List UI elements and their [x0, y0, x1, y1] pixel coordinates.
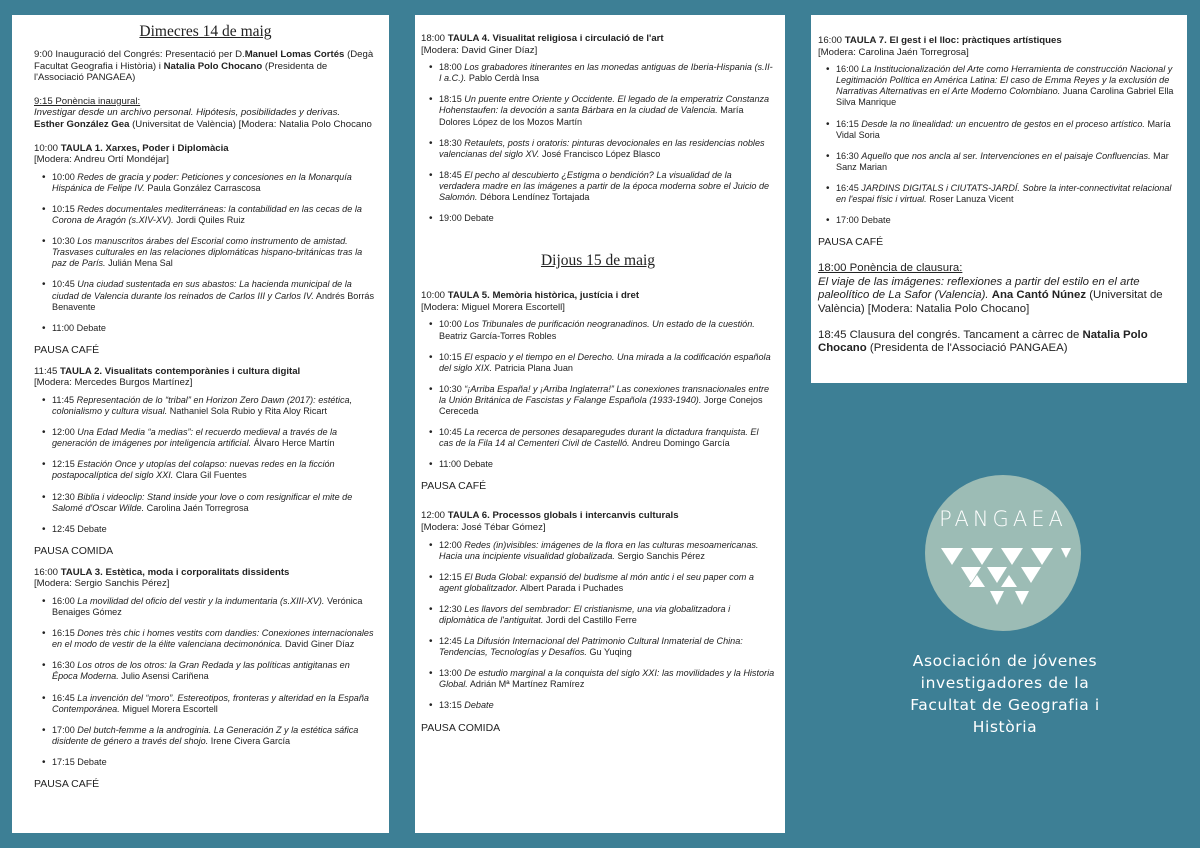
session-title — [421, 33, 775, 45]
talk-item — [836, 119, 1181, 141]
session-title — [421, 510, 775, 522]
session — [34, 567, 377, 790]
opening — [34, 49, 377, 84]
session-title — [421, 290, 775, 302]
talk-item — [439, 427, 775, 449]
logo-triangles-icon — [925, 475, 1081, 631]
keynote-rest: (Universitat de València) [Modera: Natalia Polo Chocano — [132, 118, 372, 130]
talk-item — [439, 319, 775, 341]
talk-author: Débora Lendínez Tortajada — [479, 192, 590, 203]
talk-time: 16:45 — [52, 692, 75, 703]
talk-time: 11:00 — [439, 459, 462, 470]
talk-item — [836, 183, 1181, 205]
talk-title: La recerca de persones desaparegudes durant la dictadura franquista. El cas de la Fila 14 al Cementeri Civil de Castelló. — [439, 427, 759, 449]
talk-title: Biblia i videoclip: Stand inside your love o com resignificar el mite de Salomé d'Oscar Wilde. — [52, 491, 353, 513]
talk-item — [52, 395, 377, 417]
session-time: 10:00 — [421, 290, 446, 302]
talk-item — [52, 628, 377, 650]
closing-rest: (Presidenta de l'Associació PANGAEA) — [869, 342, 1068, 355]
talk-time: 12:15 — [52, 459, 75, 470]
talk-list — [818, 64, 1181, 226]
talk-title: Representación de lo “tribal” en Horizon Zero Dawn (2017): estética, colonialismo y cultura visual. — [52, 394, 353, 417]
talk-author: Albert Parada i Puchades — [520, 582, 624, 593]
talk-title: El pecho al descubierto ¿Estigma o bendición? La visualidad de la verdadera madre en las imágenes a partir de la época moderna sobre el Juicio de Salomón. — [439, 169, 770, 203]
talk-title: Dones très chic i homes vestits com dandies: Conexiones internacionales en el modo de vestir de la élite valenciana decimonónica. — [52, 628, 374, 650]
talk-item — [52, 172, 377, 194]
talk-author: Miguel Morera Escortell — [122, 703, 218, 714]
session-time: 18:00 — [421, 33, 446, 44]
talk-time: 12:00 — [52, 427, 75, 438]
talk-item — [52, 596, 377, 618]
opening-time: 9:00 — [34, 49, 53, 60]
talk-item — [439, 62, 775, 84]
session-time: 12:00 — [421, 510, 446, 522]
talk-title: Estación Once y utopías del colapso: nuevas redes en la ficción postapocalíptica del siglo XXI. — [52, 459, 335, 481]
talk-time: 18:15 — [439, 94, 462, 105]
opening-role1: (Degà Facultat Geografia i Història) i — [34, 49, 374, 72]
association-line4: Història — [972, 718, 1038, 736]
talk-list — [34, 596, 377, 768]
talk-title: Redes (in)visibles: imágenes de la flora en las culturas mesoamericanas. Hacia una incipiente visualidad globalizada. — [439, 539, 759, 561]
talk-title: El espacio y el tiempo en el Derecho. Una mirada a la codificación española del siglo XIX. — [439, 351, 771, 373]
closing-text: 18:45 Clausura del congrés. Tancament a càrrec de — [818, 328, 1080, 341]
talk-author: Debate — [76, 322, 106, 333]
talk-title: La Difusión Internacional del Patrimonio Cultural Inmaterial de China: Tendencias, Tecnologías y Desafíos. — [439, 636, 743, 658]
closing-talk — [818, 262, 1181, 316]
talk-item — [836, 151, 1181, 173]
talk-item — [52, 204, 377, 226]
day-heading: Dimecres 14 de maig — [139, 23, 272, 40]
talk-author: Verónica Benaiges Gómez — [52, 596, 363, 618]
session-taula4 — [421, 33, 775, 224]
talk-author: Pablo Cerdà Insa — [468, 73, 540, 84]
talk-title: El Buda Global: expansió del budisme al món antic i el seu paper com a agent globalitzador. — [439, 571, 754, 593]
session-name: TAULA 6. Processos globals i intercanvis culturals — [447, 510, 679, 522]
talk-item — [439, 668, 775, 690]
talk-item — [439, 213, 775, 224]
talk-time: 11:00 — [52, 322, 75, 333]
session — [421, 33, 775, 224]
talk-author: Patricia Plana Juan — [494, 362, 573, 373]
talk-time: 19:00 — [439, 213, 462, 224]
talk-list — [34, 395, 377, 535]
talk-time: 16:00 — [836, 64, 859, 75]
break-label: PAUSA CAFÉ — [34, 778, 100, 791]
talk-title: La invención del “moro”. Estereotipos, fronteras y alteridad en la España Contemporánea. — [52, 692, 369, 714]
talk-item — [439, 459, 775, 470]
talk-item — [52, 279, 377, 312]
talk-title: JARDINS DIGITALS i CIUTATS-JARDÍ. Sobre la inter-connectivitat relacional en l'espai físic i virtual. — [836, 182, 1172, 205]
talk-author: Juana Carolina Gabriel Ella Silva Manrique — [836, 86, 1174, 108]
talk-title: De estudio marginal a la conquista del siglo XXI: las movilidades y la Historia Global. — [439, 668, 775, 690]
closing-talk-title: El viaje de las imágenes: reflexiones a partir del estilo en el arte paleolítico de La Safor (Valencia). — [818, 275, 1140, 302]
talk-title: Una Edad Media “a medias”: el recuerdo medieval a través de la generación de imágenes por inteligencia artificial. — [52, 427, 338, 449]
panel-day1 — [12, 15, 389, 833]
talk-author: Jordi del Castillo Ferre — [545, 615, 637, 625]
session-taula6 — [421, 510, 775, 733]
talk-item — [439, 352, 775, 374]
talk-item — [52, 459, 377, 481]
session — [421, 290, 775, 492]
closing-name: Natalia Polo Chocano — [818, 328, 1148, 355]
talk-title: Aquello que nos ancla al ser. Intervenciones en el paisaje Confluencias. — [861, 150, 1151, 161]
talk-item — [52, 757, 377, 768]
talk-author: Roser Lanuza Vicent — [929, 194, 1014, 205]
talk-title: Los otros de los otros: la Gran Redada y las políticas antigitanas en Época Moderna. — [52, 660, 350, 682]
talk-item — [52, 660, 377, 682]
session-title — [34, 143, 377, 155]
session-taula5 — [421, 290, 775, 492]
talk-author: María Dolores López de los Mozos Martín — [439, 105, 744, 127]
talk-item — [439, 700, 775, 711]
talk-item — [439, 384, 775, 417]
talk-author: Adrián Mª Martínez Ramírez — [469, 679, 585, 690]
closing — [818, 329, 1181, 356]
pangaea-logo — [925, 475, 1081, 631]
talk-item — [52, 492, 377, 514]
talk-list — [421, 319, 775, 470]
talk-item — [439, 636, 775, 658]
talk-author: Mar Sanz Marian — [836, 150, 1169, 172]
talk-item — [439, 94, 775, 127]
closing-talk-label: 18:00 Ponència de clausura: — [818, 262, 963, 275]
keynote-label: 9:15 Ponència inaugural: — [34, 95, 141, 107]
session-moderator: [Modera: José Tébar Gómez] — [421, 521, 546, 533]
talk-time: 12:45 — [439, 636, 462, 647]
talk-title: Retaulets, posts i oratoris: pinturas devocionales en las residencias nobles valencianas del siglo XV. — [439, 137, 765, 159]
talk-item — [439, 604, 775, 626]
panel-day2-afternoon — [811, 15, 1187, 383]
talk-item — [52, 323, 377, 334]
association-line2: investigadores de la — [920, 674, 1090, 692]
talk-item — [439, 170, 775, 203]
talk-item — [52, 725, 377, 747]
session-time: 10:00 — [34, 142, 59, 154]
break-label: PAUSA CAFÉ — [818, 236, 884, 249]
talk-time: 16:45 — [836, 182, 859, 193]
talk-author: Debate — [463, 459, 493, 470]
talk-title: Debate — [464, 700, 494, 711]
talk-list — [421, 540, 775, 712]
talk-item — [52, 693, 377, 715]
talk-author: Debate — [77, 523, 107, 534]
talk-author: Sergio Sanchis Pérez — [617, 550, 705, 561]
talk-title: Redes documentales mediterráneas: la contabilidad en las cecas de la Corona de Aragón (s.XIV-XV). — [52, 203, 362, 226]
session-time: 16:00 — [818, 35, 843, 46]
talk-author: Beatriz García-Torres Robles — [439, 330, 557, 341]
session-time: 16:00 — [34, 566, 59, 578]
talk-author: José Francisco López Blasco — [541, 148, 661, 159]
talk-title: Del butch-femme a la androginia. La Generación Z y la estética sáfica disidente de género a través del shojo. — [52, 724, 359, 746]
session-title — [34, 366, 377, 378]
session-moderator: [Modera: Sergio Sanchis Pérez] — [34, 578, 170, 590]
talk-author: Debate — [77, 756, 107, 767]
talk-time: 16:30 — [836, 150, 859, 161]
keynote — [34, 96, 377, 131]
talk-item — [52, 236, 377, 269]
talk-title: La Institucionalización del Arte como Herramienta de construcción Nacional y Legitimación Política en América Latina: El caso de Emma Reyes y la exclusión de Narrativas Alternativas en el Arte Moderno Colombiano. — [836, 64, 1173, 97]
talk-author: María Vidal Soria — [836, 118, 1171, 140]
talk-title: Redes de gracia y poder: Peticiones y concesiones en la Monarquía Hispánica de Felipe IV. — [52, 171, 352, 193]
session-moderator: [Modera: Carolina Jaén Torregrosa] — [818, 46, 969, 58]
session-name: TAULA 5. Memòria històrica, justícia i dret — [447, 290, 640, 302]
session-moderator: [Modera: Mercedes Burgos Martínez] — [34, 377, 193, 389]
talk-list — [34, 172, 377, 334]
talk-author: Irene Civera García — [210, 735, 291, 746]
talk-time: 16:15 — [52, 628, 75, 639]
session-name: TAULA 1. Xarxes, Poder i Diplomàcia — [60, 142, 229, 154]
talk-time: 17:15 — [52, 756, 75, 767]
talk-title: Les llavors del sembrador: El cristianisme, una via globalitzadora i diplomàtica de l'antiguitat. — [439, 603, 731, 625]
day1-sessions — [34, 143, 377, 790]
talk-time: 10:15 — [52, 203, 75, 214]
talk-author: Clara Gil Fuentes — [175, 470, 247, 481]
talk-item — [836, 215, 1181, 226]
talk-time: 13:00 — [439, 668, 462, 679]
talk-author: Paula González Carrascosa — [147, 182, 261, 193]
day-heading-2: Dijous 15 de maig — [540, 252, 656, 270]
association-text — [880, 650, 1130, 738]
talk-time: 10:00 — [439, 319, 462, 330]
session — [34, 143, 377, 356]
association-line1: Asociación de jóvenes — [912, 652, 1098, 670]
talk-author: Debate — [861, 215, 891, 226]
talk-title: Una ciudad sustentada en sus abastos: La hacienda municipal de la ciudad de Valencia durante los reinados de Carlos III y Carlos IV. — [52, 279, 352, 301]
talk-time: 12:00 — [439, 539, 462, 550]
panel-day2 — [415, 15, 785, 833]
talk-time: 10:45 — [439, 427, 462, 438]
talk-author: Julio Asensi Cariñena — [121, 671, 209, 682]
talk-time: 18:45 — [439, 169, 462, 180]
opening-text: Inauguració del Congrés: Presentació per D. — [55, 49, 245, 60]
talk-author: Gu Yuqing — [589, 647, 632, 658]
session-taula7 — [818, 35, 1181, 248]
talk-author: Jordi Quiles Ruiz — [176, 215, 245, 226]
session-title — [818, 35, 1181, 47]
talk-author: Álvaro Herce Martín — [253, 438, 335, 449]
talk-time: 17:00 — [836, 215, 859, 226]
session — [818, 35, 1181, 248]
talk-title: Los manuscritos árabes del Escorial como instrumento de amistad. Trasvases culturales en las relaciones diplomáticas hispano-británicas tras la paz de París. — [52, 236, 363, 269]
talk-time: 12:30 — [52, 491, 75, 502]
talk-item — [439, 572, 775, 594]
talk-time: 11:45 — [52, 394, 75, 405]
session-moderator: [Modera: Miguel Morera Escortell] — [421, 301, 565, 313]
session-moderator: [Modera: Andreu Ortí Mondéjar] — [34, 154, 169, 166]
talk-time: 18:30 — [439, 137, 462, 148]
talk-item — [52, 427, 377, 449]
session-title — [34, 567, 377, 579]
talk-time: 10:30 — [439, 383, 462, 394]
keynote-speaker: Esther González Gea — [34, 118, 130, 130]
talk-time: 17:00 — [52, 724, 75, 735]
keynote-title: Investigar desde un archivo personal. Hipótesis, posibilidades y derivas. — [34, 107, 341, 119]
talk-time: 16:15 — [836, 118, 859, 129]
break-label: PAUSA CAFÉ — [34, 343, 100, 356]
session-time: 11:45 — [34, 365, 58, 377]
talk-time: 12:15 — [439, 571, 462, 582]
talk-time: 16:30 — [52, 660, 75, 671]
talk-title: Desde la no linealidad: un encuentro de gestos en el proceso artístico. — [861, 118, 1145, 129]
opening-name1: Manuel Lomas Cortés — [244, 49, 345, 60]
session — [34, 366, 377, 557]
session-name: TAULA 3. Estètica, moda i corporalitats dissidents — [60, 566, 290, 578]
talk-item — [439, 138, 775, 160]
talk-author: Andreu Domingo García — [631, 438, 730, 449]
talk-list — [421, 62, 775, 224]
talk-author: Debate — [464, 213, 494, 224]
talk-time: 18:00 — [439, 62, 462, 73]
logo-text: PANGAEA — [939, 507, 1067, 531]
talk-author: Jorge Conejos Cereceda — [439, 394, 763, 416]
talk-time: 13:15 — [439, 700, 462, 711]
talk-title: “¡Arriba España! y ¡Arriba Inglaterra!” Las conexiones transnacionales entre la Unión Británica de Fascistas y Falange Española (1933-1940). — [439, 383, 770, 405]
opening-name2: Natalia Polo Chocano — [163, 60, 263, 72]
talk-time: 10:00 — [52, 171, 75, 182]
talk-time: 10:45 — [52, 279, 75, 290]
break-label: PAUSA COMIDA — [34, 544, 114, 557]
talk-author: Julián Mena Sal — [108, 258, 173, 269]
talk-time: 10:30 — [52, 236, 75, 247]
talk-title: Un puente entre Oriente y Occidente. El legado de la emperatriz Constanza Hohenstaufen: la devoción a santa Bárbara en la ciudad de Valencia. — [439, 94, 770, 116]
talk-title: Los grabadores itinerantes en las monedas antiguas de Iberia-Hispania (s.II-I a.C.). — [439, 62, 773, 84]
talk-title: Los Tribunales de purificación neogranadinos. Un estado de la cuestión. — [464, 319, 755, 330]
session-name: TAULA 7. El gest i el lloc: pràctiques artístiques — [844, 35, 1062, 46]
session-name: TAULA 2. Visualitats contemporànies i cultura digital — [59, 365, 301, 377]
break-label: PAUSA CAFÉ — [421, 480, 487, 493]
talk-time: 12:45 — [52, 523, 75, 534]
association-line3: Facultat de Geografia i — [910, 696, 1100, 714]
talk-time: 12:30 — [439, 603, 462, 614]
talk-item — [439, 540, 775, 562]
talk-author: David Giner Díaz — [285, 639, 355, 650]
talk-author: Nathaniel Sola Rubio y Rita Aloy Ricart — [169, 406, 327, 417]
talk-title: La movilidad del oficio del vestir y la indumentaria (s.XIII-XV). — [77, 596, 325, 606]
talk-author: Andrés Borrás Benavente — [52, 290, 374, 312]
opening-role2: (Presidenta de l'Associació PANGAEA) — [34, 60, 328, 84]
session-moderator: [Modera: David Giner Díaz] — [421, 44, 538, 56]
talk-item — [52, 524, 377, 535]
talk-time: 10:15 — [439, 351, 462, 362]
talk-time: 16:00 — [52, 596, 75, 606]
session — [421, 510, 775, 733]
talk-item — [836, 64, 1181, 108]
closing-talk-rest: (Universitat de València) [Modera: Natalia Polo Chocano] — [818, 289, 1163, 315]
closing-talk-speaker: Ana Cantó Núnez — [991, 289, 1087, 302]
talk-author: Carolina Jaén Torregrosa — [146, 502, 249, 513]
break-label: PAUSA COMIDA — [421, 721, 501, 734]
session-name: TAULA 4. Visualitat religiosa i circulació de l'art — [447, 33, 664, 44]
